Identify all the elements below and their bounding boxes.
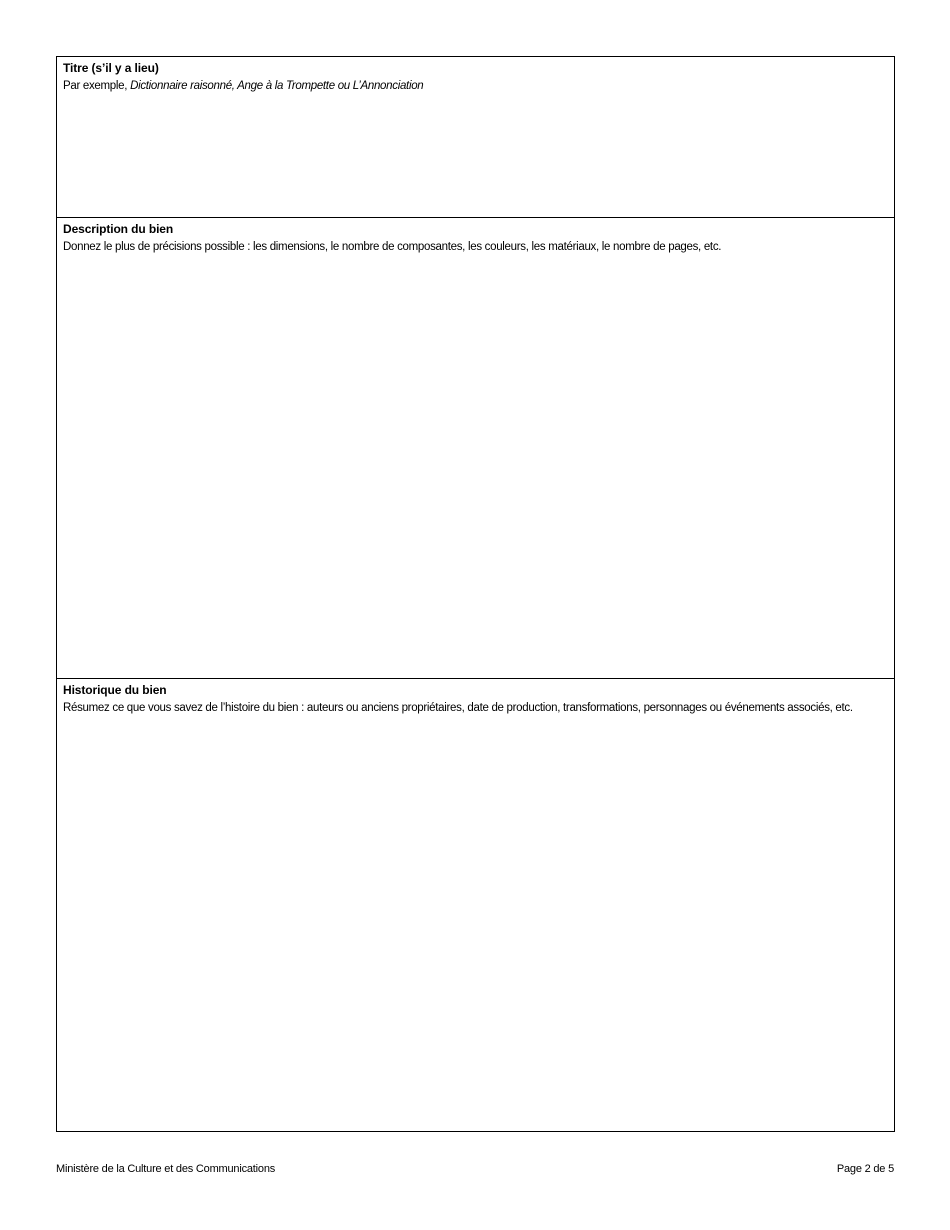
description-instructions: Donnez le plus de précisions possible : les dimensions, le nombre de composantes, les couleurs, les matériaux, le nombre de pages, etc. — [63, 241, 722, 253]
historique-instructions: Résumez ce que vous savez de l’histoire du bien : auteurs ou anciens propriétaires, date de production, transformations, personnages ou événements associés, etc. — [63, 702, 853, 714]
titre-section — [57, 57, 894, 217]
footer-organization: Ministère de la Culture et des Communications — [56, 1163, 276, 1175]
titre-answer-field[interactable] — [63, 99, 888, 211]
historique-answer-field[interactable] — [63, 721, 888, 1125]
description-answer-field[interactable] — [63, 260, 888, 672]
titre-instruction-example: Dictionnaire raisonné, Ange à la Trompette ou L’Annonciation — [130, 80, 424, 92]
historique-heading: Historique du bien — [63, 683, 167, 697]
titre-instruction-prefix: Par exemple, — [63, 80, 131, 92]
form-frame — [56, 56, 895, 1132]
titre-instructions — [63, 79, 423, 93]
titre-heading: Titre (s’il y a lieu) — [63, 61, 159, 75]
description-section — [57, 217, 894, 678]
description-heading: Description du bien — [63, 222, 174, 236]
footer-page-number: Page 2 de 5 — [836, 1163, 894, 1175]
historique-section — [57, 678, 894, 1131]
